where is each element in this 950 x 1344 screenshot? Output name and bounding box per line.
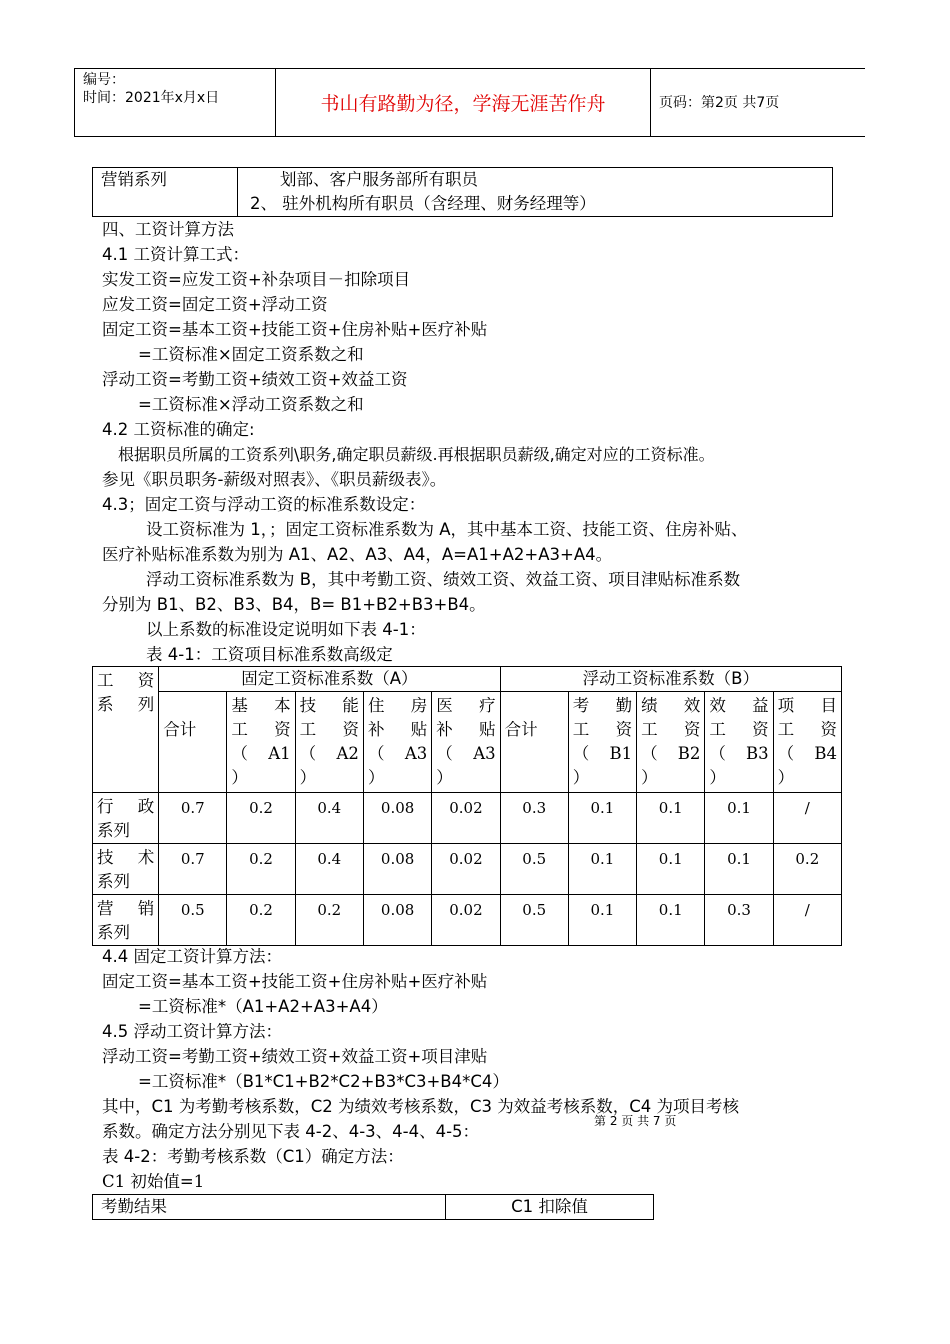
t41-cell: / — [773, 895, 841, 946]
t41-col-header-line: 补贴 — [436, 720, 496, 739]
t42-header-row — [93, 1195, 654, 1220]
t41-col-header-line: 基 本 — [231, 696, 291, 715]
t41-cell: 0.2 — [227, 844, 295, 895]
t41-row — [93, 895, 842, 946]
t41-col-header-line: （ B4 — [777, 744, 837, 763]
page-footer: 第 2 页 共 7 页 — [594, 1114, 677, 1128]
t41-col-header-text — [774, 692, 841, 790]
t41-corner-text — [93, 667, 158, 717]
t41-col-header-line: 医 疗 — [436, 696, 496, 715]
top-table-right — [238, 168, 833, 217]
t41-col-header-line: ） — [641, 768, 658, 787]
t41-col-header-text — [705, 692, 772, 790]
t41-col-header-line: ） — [436, 768, 453, 787]
t41-col-header-line: ） — [777, 768, 795, 787]
t41-corner-line1: 工 资 — [97, 671, 155, 690]
paragraph-42a: 根据职员所属的工资系列\职务,确定职员薪级.再根据职员薪级,确定对应的工资标准。 — [118, 445, 715, 464]
t41-col-header-text — [364, 692, 431, 790]
c1-initial-value: C1 初始值=1 — [102, 1172, 205, 1191]
t41-column-header-row — [93, 692, 842, 793]
formula-g1: 固定工资=基本工资+技能工资+住房补贴+医疗补贴 — [102, 972, 488, 991]
doc-time-label: 时间：2021年x月x日 — [83, 90, 220, 106]
top-table-right-line1: 划部、客户服务部所有职员 — [280, 170, 478, 189]
t41-col-header-line: 项 目 — [777, 696, 837, 715]
t41-cell: 0.1 — [637, 895, 705, 946]
t41-fixed-header — [159, 667, 500, 692]
t41-col-header-3 — [363, 692, 431, 793]
t41-col-header-line: 合计 — [163, 720, 197, 739]
paragraph-43c: 浮动工资标准系数为 B，其中考勤工资、绩效工资、效益工资、项目津贴标准系数 — [146, 570, 741, 589]
t41-float-header-text: 浮动工资标准系数（B） — [582, 669, 759, 688]
t41-row-label — [93, 793, 159, 844]
t41-cell: 0.02 — [432, 793, 500, 844]
section-41-heading: 4.1 工资计算工式： — [102, 245, 249, 264]
top-table-right-line2: 2、 驻外机构所有职员（含经理、财务经理等） — [250, 194, 596, 213]
t41-col-header-line: 合计 — [504, 720, 538, 739]
t42-col-c1 — [446, 1195, 654, 1220]
t41-col-header-line: 补贴 — [367, 720, 428, 739]
t41-col-header-line: ） — [231, 768, 248, 787]
section-42-heading: 4.2 工资标准的确定: — [102, 420, 255, 439]
t41-col-header-2 — [295, 692, 363, 793]
t42-col-c1-text: C1 扣除值 — [511, 1197, 588, 1216]
table-42 — [92, 1194, 654, 1220]
section-43-heading: 4.3；固定工资与浮动工资的标准系数设定： — [102, 495, 426, 514]
t41-cell: 0.5 — [159, 895, 227, 946]
t41-cell: 0.2 — [295, 895, 363, 946]
t41-col-header-line: （ B2 — [641, 744, 701, 763]
t41-col-header-text — [569, 692, 636, 790]
t41-col-header-text — [501, 692, 568, 742]
t41-row-label-line: 系列 — [97, 872, 130, 891]
t42-col-attendance-text: 考勤结果 — [101, 1197, 167, 1216]
paragraph-43d: 分别为 B1、B2、B3、B4，B= B1+B2+B3+B4。 — [102, 595, 486, 614]
t41-cell: 0.3 — [705, 895, 773, 946]
t41-col-header-1 — [227, 692, 295, 793]
t41-col-header-text — [296, 692, 363, 790]
t41-col-header-text — [432, 692, 499, 790]
t41-cell: 0.5 — [500, 895, 568, 946]
t41-cell: 0.1 — [568, 844, 636, 895]
formula-2: 应发工资=固定工资+浮动工资 — [102, 295, 328, 314]
t41-col-header-line: 工资 — [641, 720, 701, 739]
t41-col-header-line: ） — [299, 768, 317, 787]
t41-cell: 0.08 — [363, 793, 431, 844]
t41-cell: 0.2 — [227, 793, 295, 844]
t41-col-header-line: 效 益 — [709, 696, 769, 715]
t41-col-header-line: （ A1 — [231, 744, 291, 763]
header-page-cell — [651, 69, 865, 136]
t41-cell: 0.7 — [159, 844, 227, 895]
formula-g3: 浮动工资=考勤工资+绩效工资+效益工资+项目津贴 — [102, 1047, 488, 1066]
paragraph-43e: 以上系数的标准设定说明如下表 4-1： — [146, 620, 426, 639]
formula-6: =工资标准×浮动工资系数之和 — [138, 395, 364, 414]
t41-col-header-line: （ B3 — [709, 744, 769, 763]
t41-col-header-line: （ A3 — [436, 744, 496, 763]
t41-col-header-8 — [705, 692, 773, 793]
t41-cell: 0.1 — [568, 793, 636, 844]
t41-col-header-line: 绩 效 — [641, 696, 701, 715]
formula-g2: =工资标准*（A1+A2+A3+A4） — [138, 997, 388, 1016]
t41-cell: 0.1 — [637, 793, 705, 844]
t41-col-header-line: 考 勤 — [572, 696, 633, 715]
t41-cell: 0.2 — [227, 895, 295, 946]
t41-col-header-7 — [637, 692, 705, 793]
paragraph-43a: 设工资标准为 1，；固定工资标准系数为 A，其中基本工资、技能工资、住房补贴、 — [146, 520, 748, 539]
t41-cell: 0.02 — [432, 895, 500, 946]
t41-col-header-4 — [432, 692, 500, 793]
t41-row-label-text — [93, 793, 158, 843]
t41-row-label — [93, 895, 159, 946]
t41-row-label-line: 系列 — [97, 821, 130, 840]
t41-col-header-line: 工 资 — [231, 720, 291, 739]
formula-g5: 其中，C1 为考勤考核系数，C2 为绩效考核系数，C3 为效益考核系数，C4 为项目考核 — [102, 1097, 740, 1116]
formula-3: 固定工资=基本工资+技能工资+住房补贴+医疗补贴 — [102, 320, 488, 339]
t41-col-header-line: ） — [572, 768, 590, 787]
t41-cell: 0.1 — [568, 895, 636, 946]
table-42-caption: 表 4-2：考勤考核系数（C1）确定方法： — [102, 1147, 404, 1166]
header-motto: 书山有路勤为径，学海无涯苦作舟 — [320, 93, 606, 115]
doc-number-label: 编号： — [83, 72, 125, 88]
table-41 — [92, 666, 842, 946]
t41-col-header-text — [637, 692, 704, 790]
header-meta — [75, 69, 276, 136]
section-45-heading: 4.5 浮动工资计算方法： — [102, 1022, 282, 1041]
t41-cell: 0.4 — [295, 844, 363, 895]
t41-cell: 0.1 — [637, 844, 705, 895]
t41-cell: 0.5 — [500, 844, 568, 895]
t41-cell: 0.08 — [363, 844, 431, 895]
t41-row — [93, 844, 842, 895]
page-header — [74, 68, 865, 137]
t41-row — [93, 793, 842, 844]
formula-4: =工资标准×固定工资系数之和 — [138, 345, 364, 364]
t41-col-header-text — [159, 692, 226, 742]
table-41-caption: 表 4-1：工资项目标准系数高级定 — [146, 645, 393, 664]
top-table — [92, 167, 833, 217]
t41-corner-line2: 系列 — [97, 695, 155, 714]
t41-cell: 0.3 — [500, 793, 568, 844]
t41-col-header-text — [227, 692, 294, 790]
top-table-left — [93, 168, 238, 217]
t41-col-header-6 — [568, 692, 636, 793]
t41-cell: 0.1 — [705, 844, 773, 895]
t41-col-header-line: （ B1 — [572, 744, 633, 763]
t41-col-header-line: ） — [709, 768, 726, 787]
t41-col-header-line: 工资 — [572, 720, 633, 739]
t41-col-header-9 — [773, 692, 841, 793]
t41-cell: / — [773, 793, 841, 844]
formula-1: 实发工资=应发工资+补杂项目－扣除项目 — [102, 270, 411, 289]
paragraph-43b: 医疗补贴标准系数为别为 A1、A2、A3、A4，A=A1+A2+A3+A4。 — [102, 545, 613, 564]
t41-col-header-0 — [159, 692, 227, 793]
t41-cell: 0.7 — [159, 793, 227, 844]
t41-row-label — [93, 844, 159, 895]
t41-float-header — [500, 667, 841, 692]
t41-col-header-line: 技 能 — [299, 696, 359, 715]
header-page-label: 页码：第2页 共7页 — [659, 94, 780, 111]
t41-col-header-line: 工资 — [777, 720, 837, 739]
t41-col-header-line: （ A2 — [299, 744, 359, 763]
formula-5: 浮动工资=考勤工资+绩效工资+效益工资 — [102, 370, 408, 389]
paragraph-42b: 参见《职员职务-薪级对照表》、《职员薪级表》。 — [102, 470, 447, 489]
t41-row-label-text — [93, 844, 158, 894]
t41-col-header-line: （ A3 — [367, 744, 428, 763]
t41-col-header-line: ） — [367, 768, 385, 787]
t41-cell: 0.02 — [432, 844, 500, 895]
formula-g6: 系数。确定方法分别见下表 4-2、4-3、4-4、4-5： — [102, 1122, 480, 1141]
t41-cell: 0.08 — [363, 895, 431, 946]
formula-g4: =工资标准*（B1*C1+B2*C2+B3*C3+B4*C4） — [138, 1072, 509, 1091]
t42-col-attendance — [93, 1195, 446, 1220]
t41-row-label-text — [93, 895, 158, 945]
t41-cell: 0.4 — [295, 793, 363, 844]
section-44-heading: 4.4 固定工资计算方法： — [102, 947, 282, 966]
t41-col-header-5 — [500, 692, 568, 793]
t41-fixed-header-text: 固定工资标准系数（A） — [241, 669, 418, 688]
t41-col-header-line: 住 房 — [367, 696, 428, 715]
t41-row-label-line: 系列 — [97, 923, 130, 942]
t41-corner — [93, 667, 159, 793]
t41-col-header-line: 工资 — [299, 720, 359, 739]
section-4-heading: 四、工资计算方法 — [102, 220, 234, 239]
top-table-left-text: 营销系列 — [101, 170, 167, 189]
header-motto-cell — [276, 69, 651, 136]
t41-row-label-line: 技 术 — [97, 848, 155, 867]
t41-col-header-line: 工资 — [709, 720, 769, 739]
t41-cell: 0.1 — [705, 793, 773, 844]
t41-row-label-line: 营 销 — [97, 899, 155, 918]
t41-row-label-line: 行 政 — [97, 797, 155, 816]
t41-cell: 0.2 — [773, 844, 841, 895]
